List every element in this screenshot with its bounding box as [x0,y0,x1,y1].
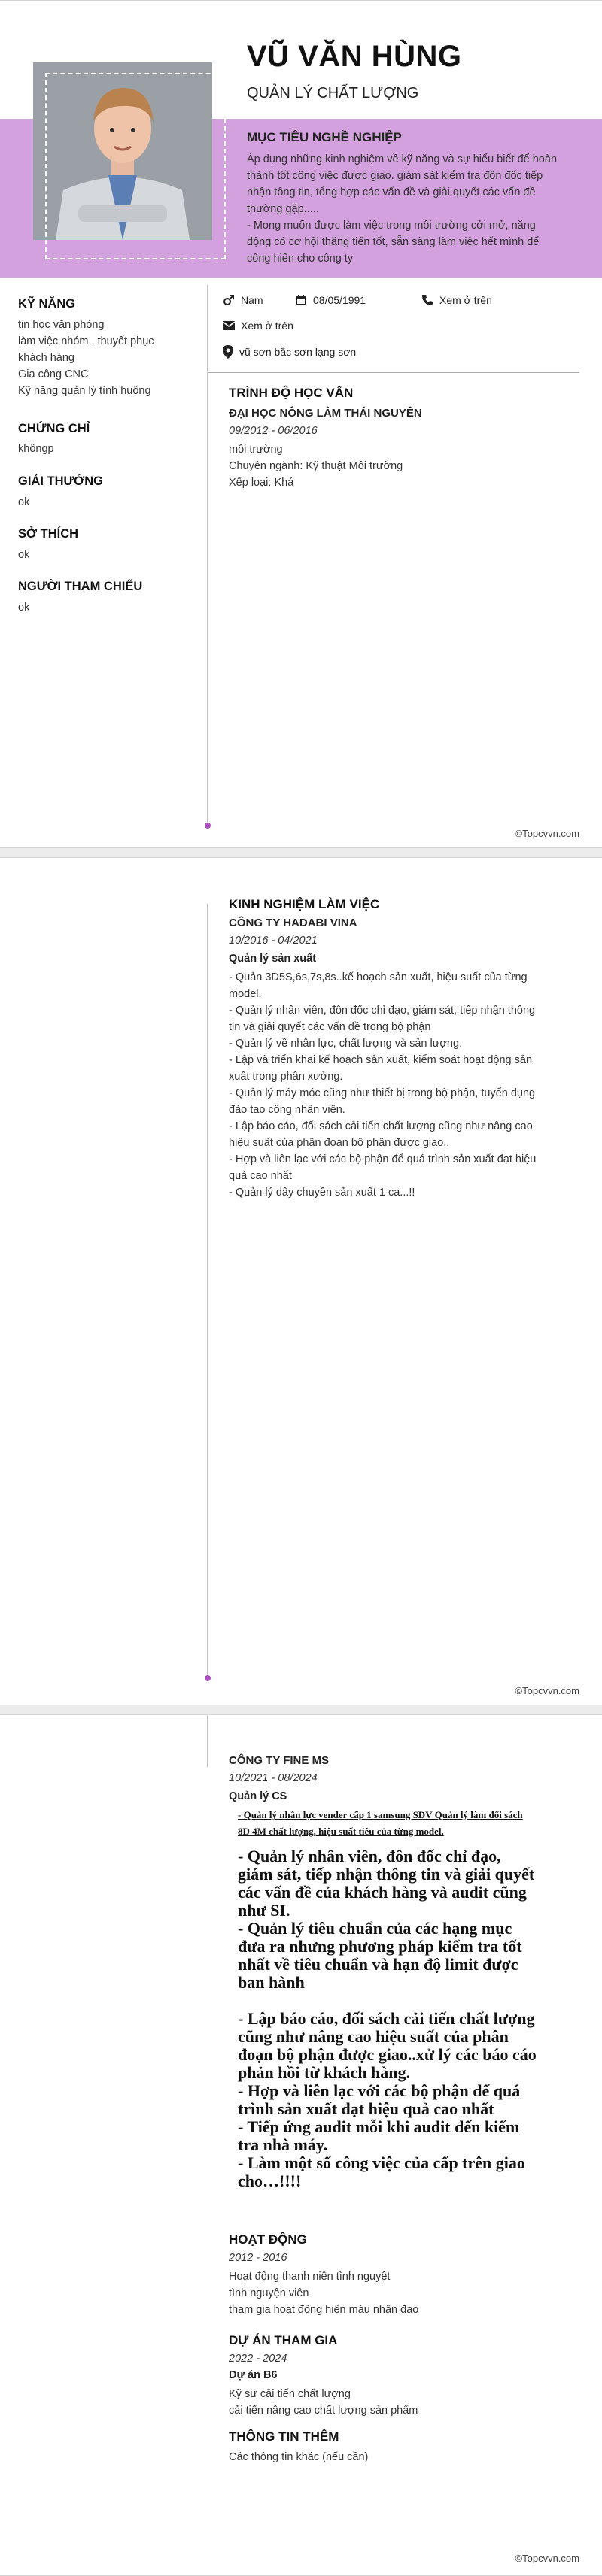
experience-title: KINH NGHIỆM LÀM VIỆC [229,897,380,911]
project-name: Dự án B6 [229,2369,278,2381]
objective-line: thành tốt công việc được giao. giám sát kiểm tra đôn đốc tiếp [247,170,543,182]
education-line: Chuyên ngành: Kỹ thuật Môi trường [229,460,403,472]
education-line: môi trường [229,444,283,456]
column-divider [207,903,208,1677]
job2-description [238,1847,579,2190]
activity-item: tình nguyện viên [229,2287,309,2299]
location-pin-icon [223,345,233,359]
references-title: NGƯỜI THAM CHIẾU [18,580,143,593]
job2-line: đoạn bộ phận được giao..xử lý các báo cáo [238,2045,537,2064]
job2-line: tra nhà máy. [238,2135,328,2154]
phone-value: Xem ở trên [439,294,492,306]
cv-page-2 [0,857,602,1705]
objective-title: MỤC TIÊU NGHỀ NGHIỆP [247,130,402,144]
gender-value: Nam [241,294,263,306]
cv-page-3 [0,1714,602,2576]
calendar-icon [295,294,307,306]
job2-line: như SI. [238,1901,290,1920]
job1-line: - Quản 3D5S,6s,7s,8s..kế hoạch sản xuất, hiệu suất của từng [229,971,528,983]
other-info-title: THÔNG TIN THÊM [229,2429,339,2444]
objective-line: cống hiến cho công ty [247,253,354,265]
footer-brand: ©Topcvvn.com [515,2553,579,2564]
job2-spacer [238,1992,579,2010]
awards-title: GIẢI THƯỞNG [18,474,104,488]
address-info [223,345,356,359]
skills-title: KỸ NĂNG [18,297,76,311]
job2-role: Quản lý CS [229,1790,287,1802]
divider-marker [205,1675,211,1681]
education-details [229,441,403,491]
job1-line: - Quản lý dây chuyền sản xuất 1 ca...!! [229,1186,415,1199]
job2-line: giám sát, tiếp nhận thông tin và giải quyết [238,1865,535,1884]
skill-item: khách hàng [18,352,74,364]
job2-line: nhất về tiêu chuẩn và hạn độ limit được [238,1955,518,1974]
email-info [223,320,293,332]
phone-info [421,294,492,306]
photo-frame [45,73,226,259]
job1-line: - Quản lý máy móc cũng như thiết bị trong bộ phận, tuyển dụng [229,1087,536,1099]
job2-summary-line: 8D 4M chất lượng, hiệu suất tiêu của từng model. [238,1826,444,1837]
address-value: vũ sơn bắc sơn lạng sơn [239,346,357,358]
education-line: Xếp loại: Khá [229,477,294,489]
skill-item: tin học văn phòng [18,319,105,331]
column-divider [207,285,208,825]
job1-line: đào tao công nhân viên. [229,1104,345,1116]
job1-line: - Lập và triển khai kế hoạch sản xuất, kiểm soát hoạt động sản [229,1054,533,1066]
job2-dates: 10/2021 - 08/2024 [229,1772,318,1784]
job1-line: quả cao nhất [229,1170,292,1182]
job2-line: phản hồi từ khách hàng. [238,2063,411,2082]
job1-line: - Quản lý về nhân lực, chất lượng và sản lượng. [229,1038,463,1050]
job1-line: - Lập báo cáo, đối sách cải tiến chất lượng cũng như nâng cao [229,1120,533,1132]
projects-title: DỰ ÁN THAM GIA [229,2333,338,2347]
email-value: Xem ở trên [241,320,293,332]
awards-text: ok [18,496,30,508]
job2-summary-line: - Quản lý nhân lực vender cấp 1 samsung SDV Quản lý làm đối sách [238,1809,523,1820]
job2-summary [238,1807,579,1840]
activity-item: Hoạt động thanh niên tình nguyệt [229,2271,391,2283]
job1-role: Quản lý sản xuất [229,953,317,965]
objective-line: nhận tông tin, tổng hợp các vấn đề và giải quyết các vấn đề [247,186,536,199]
phone-icon [421,294,433,306]
divider-marker [205,823,211,829]
birthday-info [295,294,366,306]
gender-info [223,294,263,306]
job2-company: CÔNG TY FINE MS [229,1754,330,1767]
footer-brand: ©Topcvvn.com [515,1685,579,1696]
job2-line: - Quản lý nhân viên, đôn đốc chỉ đạo, [238,1847,501,1865]
references-text: ok [18,602,30,614]
cv-page-1 [0,0,602,848]
objective-line: động có cơ hội thăng tiến tốt, sẵn sàng làm việc hết mình để [247,236,540,248]
job-title: QUẢN LÝ CHẤT LƯỢNG [247,85,419,102]
job1-line: - Hợp và liên lạc với các bộ phận để quá trình sản xuất đạt hiệu [229,1153,537,1165]
skill-item: Gia công CNC [18,368,89,380]
job2-line: cũng như nâng cao hiệu suất của phân [238,2027,509,2046]
activity-item: tham gia hoạt động hiến máu nhân đạo [229,2304,419,2316]
job2-line: ban hành [238,1973,305,1992]
objective-text [247,151,578,267]
objective-line: thường gặp..... [247,203,319,215]
birthday-value: 08/05/1991 [313,294,366,306]
candidate-name: VŨ VĂN HÙNG [247,40,462,73]
job2-line: - Tiếp ứng audit mỗi khi audit đến kiểm [238,2117,520,2136]
column-divider [207,1715,208,1768]
job1-description [229,969,579,1201]
education-title: TRÌNH ĐỘ HỌC VẤN [229,386,354,400]
job1-line: hiệu suất của phân đoạn bộ phận được giao.. [229,1137,450,1149]
skill-item: làm việc nhóm , thuyết phục [18,335,154,347]
job2-line: - Hợp và liên lạc với các bộ phận để quá [238,2081,521,2100]
job2-line: - Quản lý tiêu chuẩn của các hạng mục [238,1919,512,1938]
certs-text: khôngp [18,443,54,455]
hobbies-title: SỞ THÍCH [18,527,79,541]
job1-line: tin và giải quyết các vấn đề trong bộ phận [229,1021,431,1033]
job1-line: xuất trong phân xưởng. [229,1071,343,1083]
project-line: Kỹ sư cải tiến chất lượng [229,2388,351,2400]
education-dates: 09/2012 - 06/2016 [229,425,318,437]
activities-dates: 2012 - 2016 [229,2252,287,2264]
project-line: cải tiến nâng cao chất lượng sản phẩm [229,2405,418,2417]
job2-line: - Làm một số công việc của cấp trên giao [238,2153,525,2172]
job2-line: đưa ra nhưng phương pháp kiểm tra tốt [238,1937,522,1956]
objective-line: - Mong muốn được làm việc trong môi trường cởi mở, năng [247,220,536,232]
activities-list [229,2268,418,2318]
envelope-icon [223,320,235,331]
activities-title: HOẠT ĐỘNG [229,2232,307,2247]
objective-line: Áp dụng những kinh nghiệm về kỹ năng và sự hiểu biết để hoàn [247,153,558,165]
project-details [229,2386,418,2419]
skill-item: Kỹ năng quản lý tình huống [18,385,151,397]
job2-line: trình sản xuất đạt hiệu quả cao nhất [238,2099,494,2118]
job2-line: cho…!!!! [238,2171,302,2190]
job2-line: - Lập báo cáo, đối sách cải tiến chất lượng [238,2009,535,2028]
projects-dates: 2022 - 2024 [229,2353,287,2365]
other-info-text: Các thông tin khác (nếu cần) [229,2451,369,2463]
education-school: ĐẠI HỌC NÔNG LÂM THÁI NGUYÊN [229,407,422,420]
hobbies-text: ok [18,549,30,561]
skills-list [18,317,199,399]
job1-line: model. [229,988,262,1000]
job1-company: CÔNG TY HADABI VINA [229,917,357,929]
gender-icon [223,294,235,306]
job1-line: - Quản lý nhân viên, đôn đốc chỉ đạo, giám sát, tiếp nhận thông [229,1005,536,1017]
footer-brand: ©Topcvvn.com [515,828,579,839]
certs-title: CHỨNG CHỈ [18,422,90,435]
job2-line: các vấn đề của khách hàng và audit cũng [238,1883,527,1902]
job1-dates: 10/2016 - 04/2021 [229,935,318,947]
contact-divider [208,372,579,373]
